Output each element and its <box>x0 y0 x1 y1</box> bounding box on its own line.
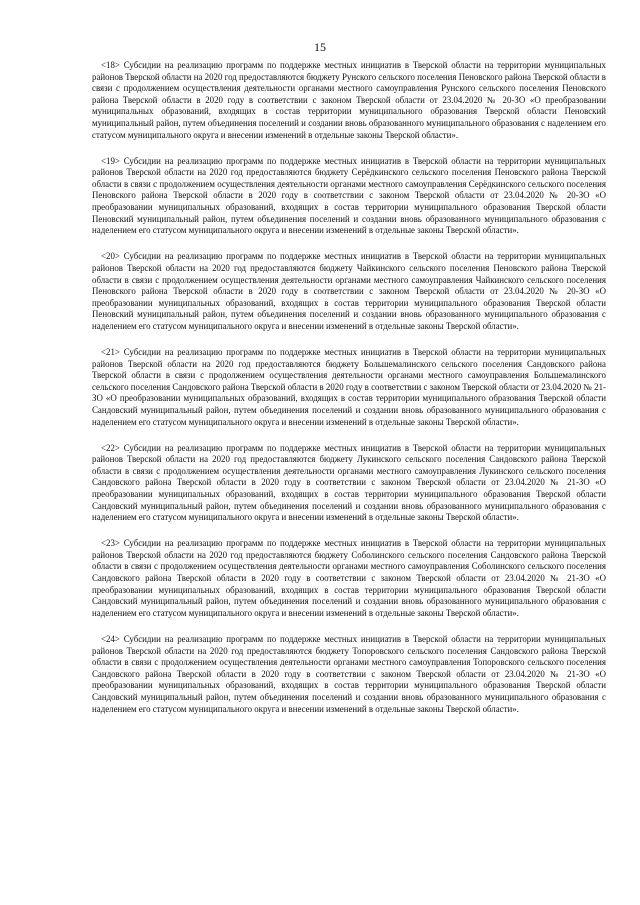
page-number: 15 <box>314 40 326 54</box>
footnote-22: <22> Субсидии на реализацию программ по поддержке местных инициатив в Тверской области на территории муниципальных районов Тверской области на 2020 год предоставляются бюджету Лукинского сельского поселения Сандовского района Тверской области в связи с продолжением осуществления деятельности органами местного самоуправления Лукинского сельского поселения Сандовского района Тверской области в 2020 году в соответствии с законом Тверской области от 23.04.2020 № 21-ЗО «О преобразовании муниципальных образований, входящих в состав территории муниципального образования Тверской области Сандовский муниципальный район, путем объединения поселений и создании вновь образованного муниципального образования с наделением его статусом муниципального округа и внесении изменений в отдельные законы Тверской области». <box>92 442 606 523</box>
footnote-18: <18> Субсидии на реализацию программ по поддержке местных инициатив в Тверской области на территории муниципальных районов Тверской области на 2020 год предоставляются бюджету Рунского сельского поселения Пеновского района Тверской области в связи с продолжением осуществления деятельности органами местного самоуправления Рунского сельского поселения Пеновского района Тверской области в 2020 году в соответствии с законом Тверской области от 23.04.2020 № 20-ЗО «О преобразовании муниципальных образований, входящих в состав территории муниципального образования Тверской области Пеновский муниципальный район, путем объединения поселений и создании вновь образованного муниципального образования с наделением его статусом муниципального округа и внесении изменений в отдельные законы Тверской области». <box>92 60 606 140</box>
footnote-21: <21> Субсидии на реализацию программ по поддержке местных инициатив в Тверской области на территории муниципальных районов Тверской области на 2020 год предоставляются бюджету Большемалинского сельского поселения Сандовского района Тверской области в связи с продолжением осуществления деятельности органами местного самоуправления Большемалинского сельского поселения Сандовского района Тверской области в 2020 году в соответствии с законом Тверской области от 23.04.2020 № 21-ЗО «О преобразовании муниципальных образований, входящих в состав территории муниципального образования Тверской области Сандовский муниципальный район, путем объединения поселений и создании вновь образованного муниципального образования с наделением его статусом муниципального округа и внесении изменений в отдельные законы Тверской области». <box>92 346 606 427</box>
footnotes-block <box>92 60 606 730</box>
footnote-20: <20> Субсидии на реализацию программ по поддержке местных инициатив в Тверской области на территории муниципальных районов Тверской области на 2020 год предоставляются бюджету Чайкинского сельского поселения Пеновского района Тверской области в связи с продолжением осуществления деятельности органами местного самоуправления Чайкинского сельского поселения Пеновского района Тверской области в 2020 году в соответствии с законом Тверской области от 23.04.2020 № 20-ЗО «О преобразовании муниципальных образований, входящих в состав территории муниципального образования Тверской области Пеновский муниципальный район, путем объединения поселений и создании вновь образованного муниципального образования с наделением его статусом муниципального округа и внесении изменений в отдельные законы Тверской области». <box>92 251 606 331</box>
footnote-19: <19> Субсидии на реализацию программ по поддержке местных инициатив в Тверской области на территории муниципальных районов Тверской области на 2020 год предоставляются бюджету Серёдкинского сельского поселения Пеновского района Тверской области в связи с продолжением осуществления деятельности органами местного самоуправления Серёдкинского сельского поселения Пеновского района Тверской области в 2020 году в соответствии с законом Тверской области от 23.04.2020 № 20-ЗО «О преобразовании муниципальных образований, входящих в состав территории муниципального образования Тверской области Пеновский муниципальный район, путем объединения поселений и создании вновь образованного муниципального образования с наделением его статусом муниципального округа и внесении изменений в отдельные законы Тверской области». <box>92 155 606 236</box>
footnote-23: <23> Субсидии на реализацию программ по поддержке местных инициатив в Тверской области на территории муниципальных районов Тверской области на 2020 год предоставляются бюджету Соболинского сельского поселения Сандовского района Тверской области в связи с продолжением осуществления деятельности органами местного самоуправления Соболинского сельского поселения Сандовского района Тверской области в 2020 году в соответствии с законом Тверской области от 23.04.2020 № 21-ЗО «О преобразовании муниципальных образований, входящих в состав территории муниципального образования Тверской области Сандовский муниципальный район, путем объединения поселений и создании вновь образованного муниципального образования с наделением его статусом муниципального округа и внесении изменений в отдельные законы Тверской области». <box>92 538 606 618</box>
footnote-24: <24> Субсидии на реализацию программ по поддержке местных инициатив в Тверской области на территории муниципальных районов Тверской области на 2020 год предоставляются бюджету Топоровского сельского поселения Сандовского района Тверской области в связи с продолжением осуществления деятельности органами местного самоуправления Топоровского сельского поселения Сандовского района Тверской области в 2020 году в соответствии с законом Тверской области от 23.04.2020 № 21-ЗО «О преобразовании муниципальных образований, входящих в состав территории муниципального образования Тверской области Сандовский муниципальный район, путем объединения поселений и создании вновь образованного муниципального образования с наделением его статусом муниципального округа и внесении изменений в отдельные законы Тверской области». <box>92 633 606 714</box>
